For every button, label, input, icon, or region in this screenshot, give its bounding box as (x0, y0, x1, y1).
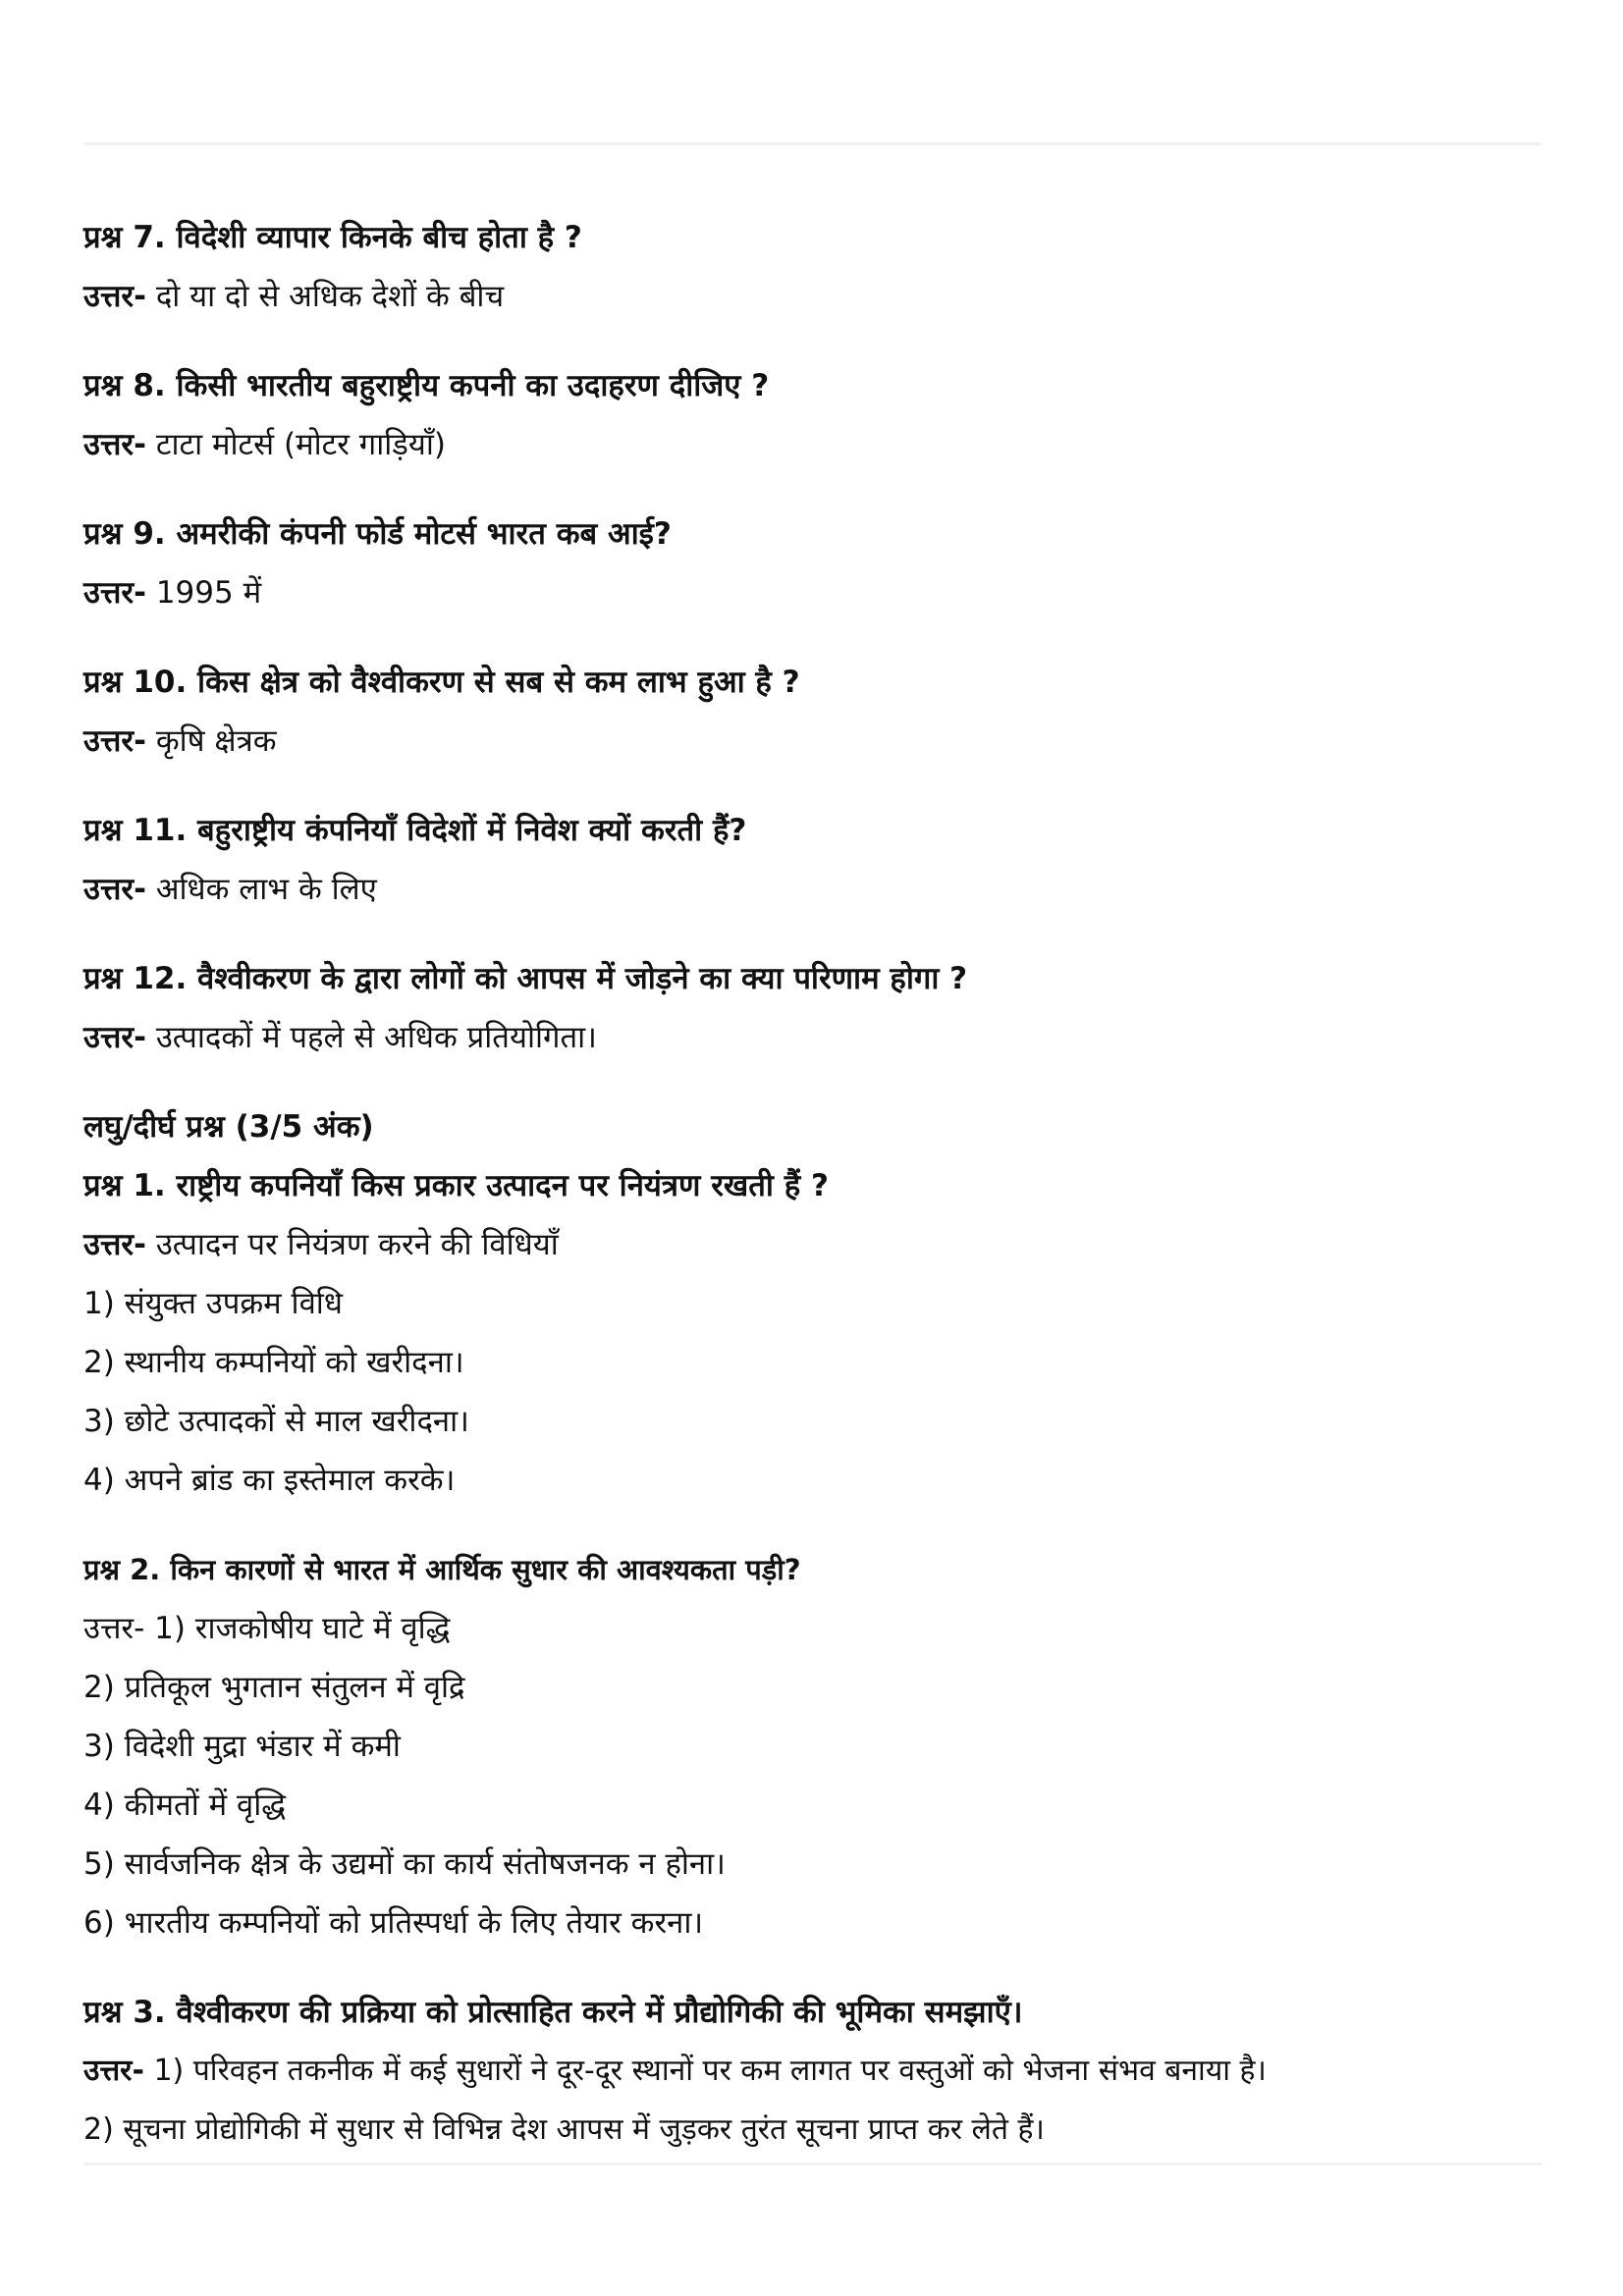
answer-label: उत्तर- (83, 872, 146, 907)
answer-text: 1995 में (145, 575, 262, 611)
answer-text: उत्पादकों में पहले से अधिक प्रतियोगिता। (145, 1020, 597, 1055)
section-heading: लघु/दीर्घ प्रश्न (3/5 अंक) (83, 1109, 374, 1145)
answer-12 (83, 1008, 1546, 1067)
list-item: 4) अपने ब्रांड का इस्तेमाल करके। (83, 1463, 456, 1498)
document-content (83, 208, 1546, 2190)
list-item: 3) विदेशी मुद्रा भंडार में कमी (83, 1729, 401, 1764)
long-qa-block-3 (83, 1983, 1546, 2160)
long-question-3: प्रश्न 3. वैश्वीकरण की प्रक्रिया को प्रोत्साहित करने में प्रौद्योगिकी की भूमिका समझाएँ। (83, 1995, 1023, 2030)
question-11: प्रश्न 11. बहुराष्ट्रीय कंपनियाँ विदेशों में निवेश क्यों करती हैं? (83, 813, 747, 848)
answer-8 (83, 415, 1546, 474)
long-answer-1 (83, 1215, 1546, 1274)
qa-block-11 (83, 801, 1546, 919)
list-item: 4) कीमतों में वृद्धि (83, 1788, 287, 1823)
answer-text: टाटा मोटर्स (मोटर गाड़ियाँ) (145, 427, 447, 462)
long-answer-3 (83, 2042, 1546, 2101)
answer-text: दो या दो से अधिक देशों के बीच (145, 279, 505, 314)
list-item: 2) स्थानीय कम्पनियों को खरीदना। (83, 1345, 464, 1380)
list-item: 2) प्रतिकूल भुगतान संतुलन में वृद्रि (83, 1670, 465, 1705)
answer-label: उत्तर- (83, 1020, 146, 1055)
answer-text: उत्पादन पर नियंत्रण करने की विधियाँ (145, 1227, 559, 1262)
long-question-2: प्रश्न 2. किन कारणों से भारत में आर्थिक सुधार की आवश्यकता पड़ी? (83, 1553, 801, 1586)
bottom-divider (83, 2163, 1542, 2165)
answer-text: 1) राजकोषीय घाटे में वृद्धि (144, 1611, 451, 1646)
long-answer-2 (83, 1599, 1546, 1658)
question-12: प्रश्न 12. वैश्वीकरण के द्वारा लोगों को आपस में जोड़ने का क्या परिणाम होगा ? (83, 961, 968, 996)
answer-text: 1) परिवहन तकनीक में कई सुधारों ने दूर-दूर स्थानों पर कम लागत पर वस्तुओं को भेजना संभव बनाया है। (143, 2054, 1267, 2088)
list-item: 3) छोटे उत्पादकों से माल खरीदना। (83, 1404, 469, 1439)
answer-label: उत्तर- (83, 279, 146, 314)
answer-label: उत्तर- (83, 723, 146, 759)
answer-label: उत्तर- (83, 1611, 145, 1646)
qa-block-9 (83, 505, 1546, 622)
answer-text: कृषि क्षेत्रक (145, 723, 277, 759)
answer-label: उत्तर- (83, 427, 146, 462)
question-8: प्रश्न 8. किसी भारतीय बहुराष्ट्रीय कपनी का उदाहरण दीजिए ? (83, 368, 770, 403)
answer-9 (83, 563, 1546, 622)
answer-label: उत्तर- (83, 1227, 146, 1262)
answer-11 (83, 860, 1546, 919)
answer-label: उत्तर- (83, 575, 146, 611)
long-question-1: प्रश्न 1. राष्ट्रीय कपनियाँ किस प्रकार उत्पादन पर नियंत्रण रखती हैं ? (83, 1168, 829, 1203)
question-9: प्रश्न 9. अमरीकी कंपनी फोर्ड मोटर्स भारत कब आई? (83, 516, 672, 552)
answer-10 (83, 712, 1546, 771)
answer-text: अधिक लाभ के लिए (145, 872, 377, 907)
qa-block-10 (83, 653, 1546, 771)
long-qa-block-2 (83, 1540, 1546, 1952)
long-qa-block-1 (83, 1097, 1546, 1510)
question-10: प्रश्न 10. किस क्षेत्र को वैश्वीकरण से सब से कम लाभ हुआ है ? (83, 665, 800, 700)
list-item: 1) संयुक्त उपक्रम विधि (83, 1286, 343, 1321)
qa-block-8 (83, 356, 1546, 474)
answer-label: उत्तर- (83, 2054, 144, 2088)
qa-block-7 (83, 208, 1546, 326)
list-item: 6) भारतीय कम्पनियों को प्रतिस्पर्धा के लिए तेयार करना। (83, 1905, 704, 1941)
list-item: 5) सार्वजनिक क्षेत्र के उद्यमों का कार्य संतोषजनक न होना। (83, 1846, 726, 1882)
question-7: प्रश्न 7. विदेशी व्यापार किनके बीच होता है ? (83, 220, 582, 255)
top-divider (83, 142, 1542, 145)
list-item: 2) सूचना प्रोद्योगिकी में सुधार से विभिन्न देश आपस में जुड़कर तुरंत सूचना प्राप्त कर लेते हैं। (83, 2112, 1045, 2147)
answer-7 (83, 267, 1546, 326)
qa-block-12 (83, 949, 1546, 1067)
